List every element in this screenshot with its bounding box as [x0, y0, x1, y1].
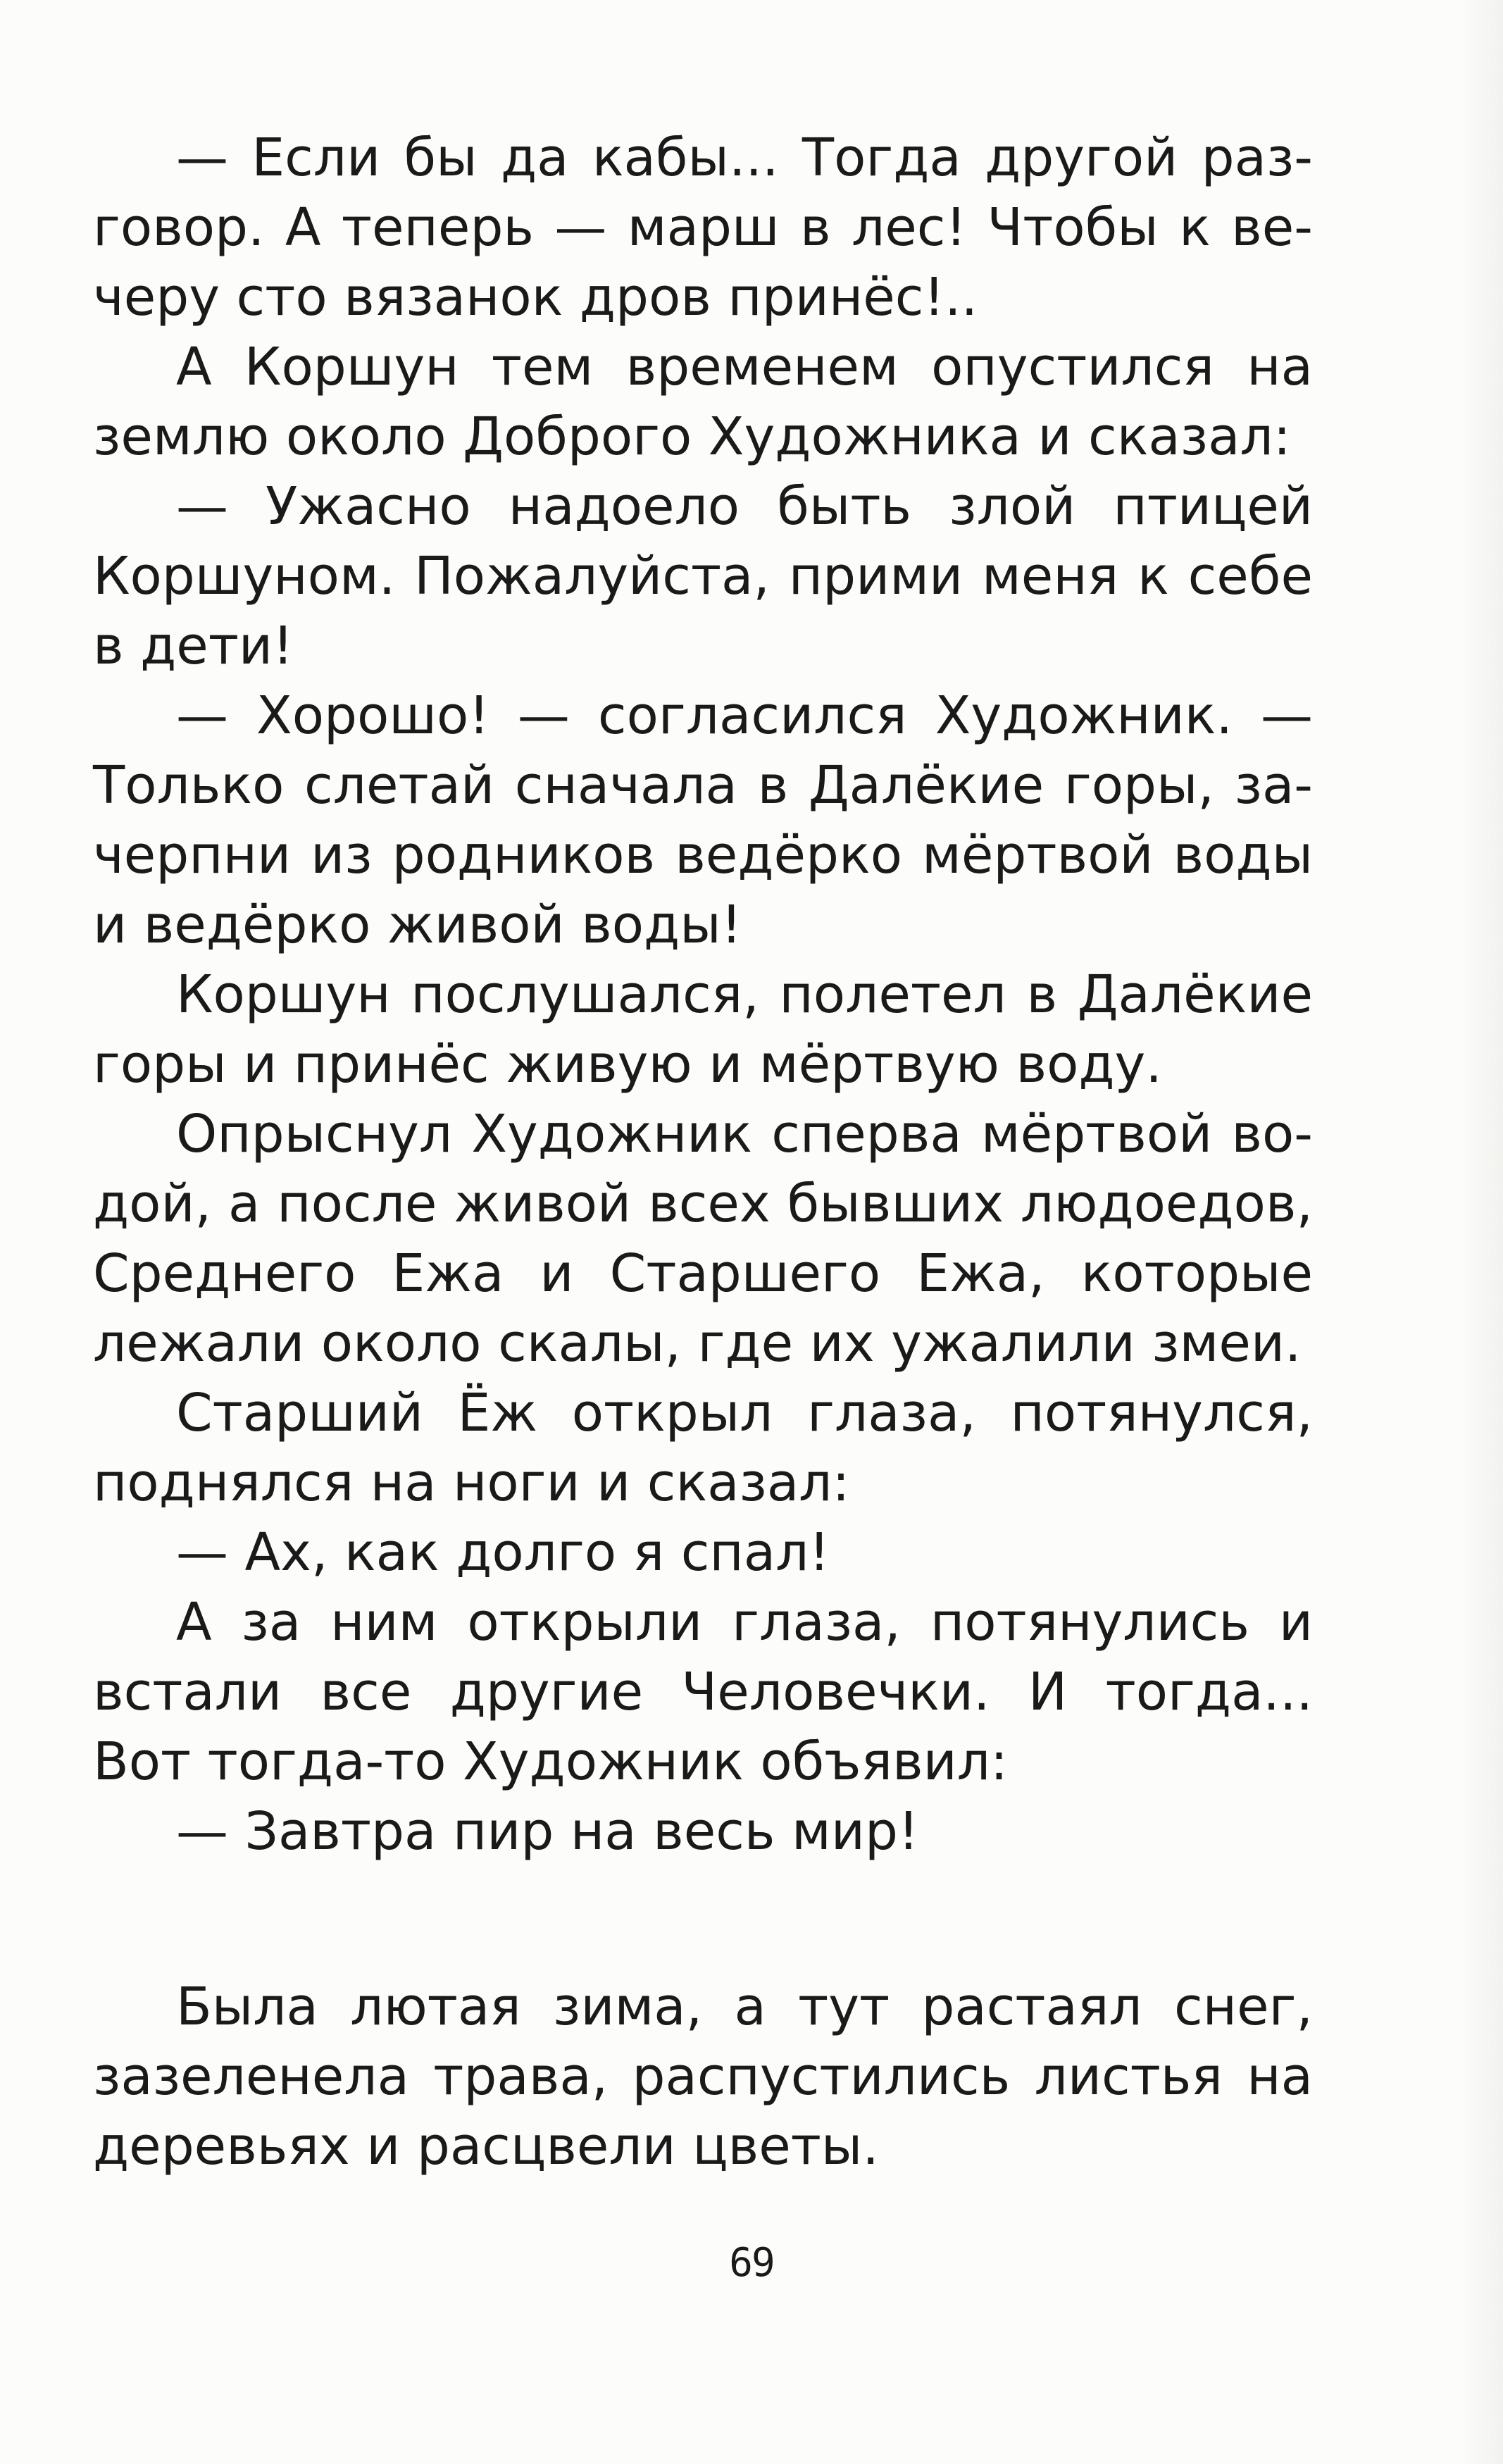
paragraph: — Ах, как долго я спал! [176, 1522, 830, 1583]
paragraph: — Хорошо! — согласился Художник. — Только слетай сначала в Далёкие горы, зачерпни из родников ведёрко мёртвой воды и ведёрко живой воды! [93, 685, 1313, 955]
paragraph: — Если бы да кабы... Тогда другой разговор. А теперь — марш в лес! Чтобы к вечеру сто вязанок дров принёс!.. [93, 127, 1313, 328]
paragraph: — Завтра пир на весь мир! [176, 1801, 919, 1862]
paragraph: Опрыснул Художник сперва мёртвой водой, а после живой всех бывших людоедов, Среднего Ежа и Старшего Ежа, которые лежали около скалы, где их ужалили змеи. [93, 1104, 1313, 1374]
paragraph: Старший Ёж открыл глаза, потянулся, поднялся на ноги и сказал: [93, 1383, 1313, 1513]
scan-edge-shadow [1461, 0, 1503, 2464]
paragraph: Коршун послушался, полетел в Далёкие горы и принёс живую и мёртвую воду. [93, 964, 1313, 1095]
section-break [93, 1867, 1313, 1972]
page-number: 69 [729, 2240, 774, 2286]
page-text [93, 123, 1313, 2182]
paragraph: А за ним открыли глаза, потянулись и встали все другие Человечки. И тогда... Вот тогда-то Художник объявил: [93, 1592, 1313, 1792]
paragraph: — Ужасно надоело быть злой птицей Коршуном. Пожалуйста, прими меня к себе в дети! [93, 476, 1313, 676]
paragraph: А Коршун тем временем опустился на землю около Доброго Художника и сказал: [93, 337, 1313, 467]
paragraph: Была лютая зима, а тут растаял снег, зазеленела трава, распустились листья на деревьях и расцвели цветы. [93, 1977, 1313, 2177]
